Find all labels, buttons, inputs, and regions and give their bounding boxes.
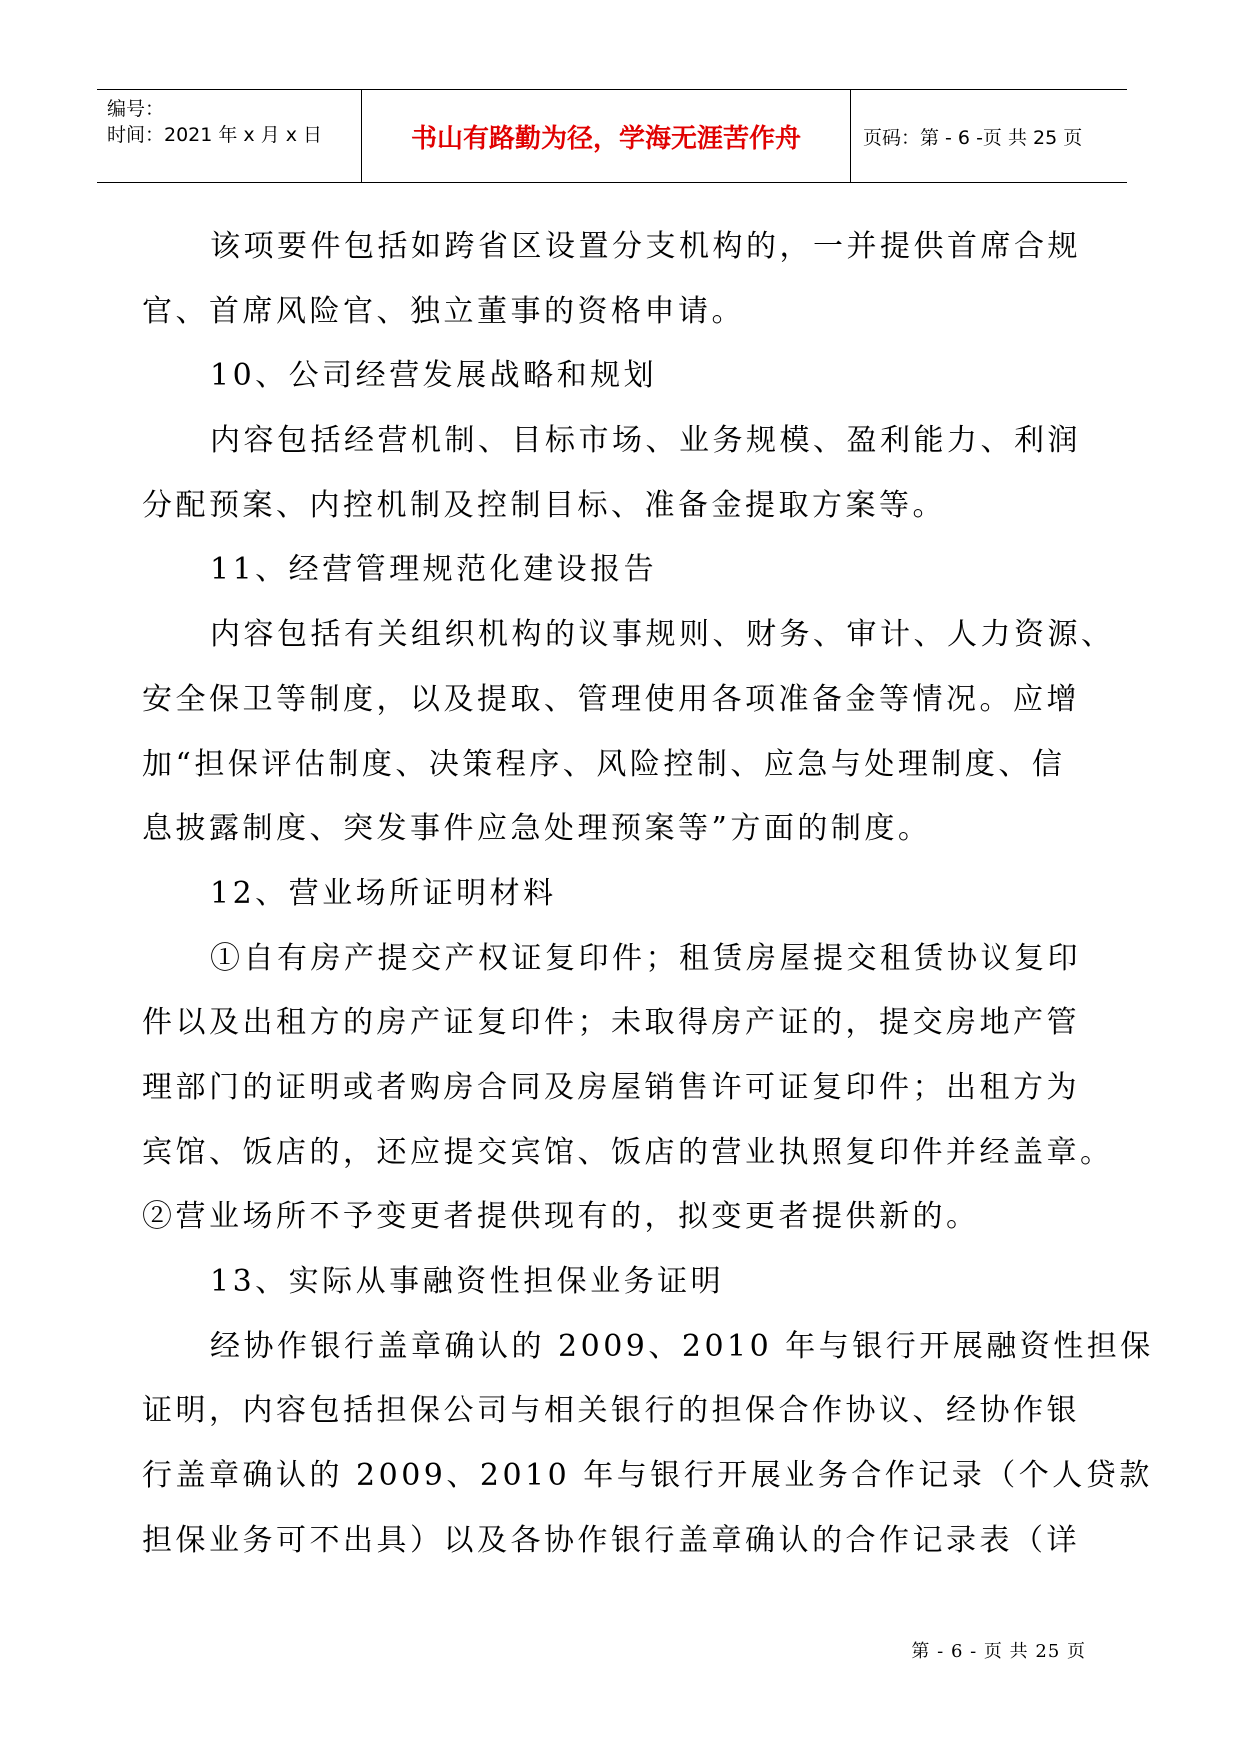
body-line: ①自有房产提交产权证复印件；租赁房屋提交租赁协议复印 <box>210 940 1081 976</box>
section-heading: 13、实际从事融资性担保业务证明 <box>210 1264 725 1299</box>
body-line: 宾馆、饭店的，还应提交宾馆、饭店的营业执照复印件并经盖章。 <box>142 1134 1114 1170</box>
body-line: 经协作银行盖章确认的 2009、2010 年与银行开展融资性担保 <box>210 1328 1154 1364</box>
body-line: 担保业务可不出具）以及各协作银行盖章确认的合作记录表（详 <box>142 1522 1080 1558</box>
section-heading: 12、营业场所证明材料 <box>210 875 557 911</box>
section-heading: 11、经营管理规范化建设报告 <box>210 552 658 588</box>
page-footer: 第 - 6 - 页 共 25 页 <box>911 1641 1086 1662</box>
document-body <box>142 215 1154 1573</box>
document-header <box>97 89 1127 183</box>
body-line: 行盖章确认的 2009、2010 年与银行开展业务合作记录（个人贷款 <box>142 1458 1153 1494</box>
header-page-info: 页码：第 - 6 -页 共 25 页 <box>863 126 1083 149</box>
body-line: 件以及出租方的房产证复印件；未取得房产证的，提交房地产管 <box>142 1005 1080 1041</box>
code-label: 编号： <box>107 98 165 120</box>
body-line: 证明，内容包括担保公司与相关银行的担保合作协议、经协作银 <box>142 1393 1080 1429</box>
body-line: 加“担保评估制度、决策程序、风险控制、应急与处理制度、信 <box>142 746 1066 782</box>
header-motto-cell <box>362 90 851 182</box>
body-line: 该项要件包括如跨省区设置分支机构的，一并提供首席合规 <box>210 229 1081 264</box>
body-line: 安全保卫等制度，以及提取、管理使用各项准备金等情况。应增 <box>142 681 1080 717</box>
motto-text: 书山有路勤为径，学海无涯苦作舟 <box>410 123 801 154</box>
body-line: 理部门的证明或者购房合同及房屋销售许可证复印件；出租方为 <box>142 1069 1080 1105</box>
body-line: ②营业场所不予变更者提供现有的，拟变更者提供新的。 <box>142 1199 980 1235</box>
body-line: 息披露制度、突发事件应急处理预案等”方面的制度。 <box>142 811 932 847</box>
body-line: 官、首席风险官、独立董事的资格申请。 <box>142 293 745 329</box>
body-line: 内容包括经营机制、目标市场、业务规模、盈利能力、利润 <box>210 423 1081 459</box>
header-info-cell <box>97 90 362 182</box>
body-line: 分配预案、内控机制及控制目标、准备金提取方案等。 <box>142 487 946 523</box>
time-label: 时间：2021 年 x 月 x 日 <box>107 124 323 146</box>
header-page-cell <box>851 90 1127 182</box>
section-heading: 10、公司经营发展战略和规划 <box>210 358 658 394</box>
body-line: 内容包括有关组织机构的议事规则、财务、审计、人力资源、 <box>210 617 1115 653</box>
